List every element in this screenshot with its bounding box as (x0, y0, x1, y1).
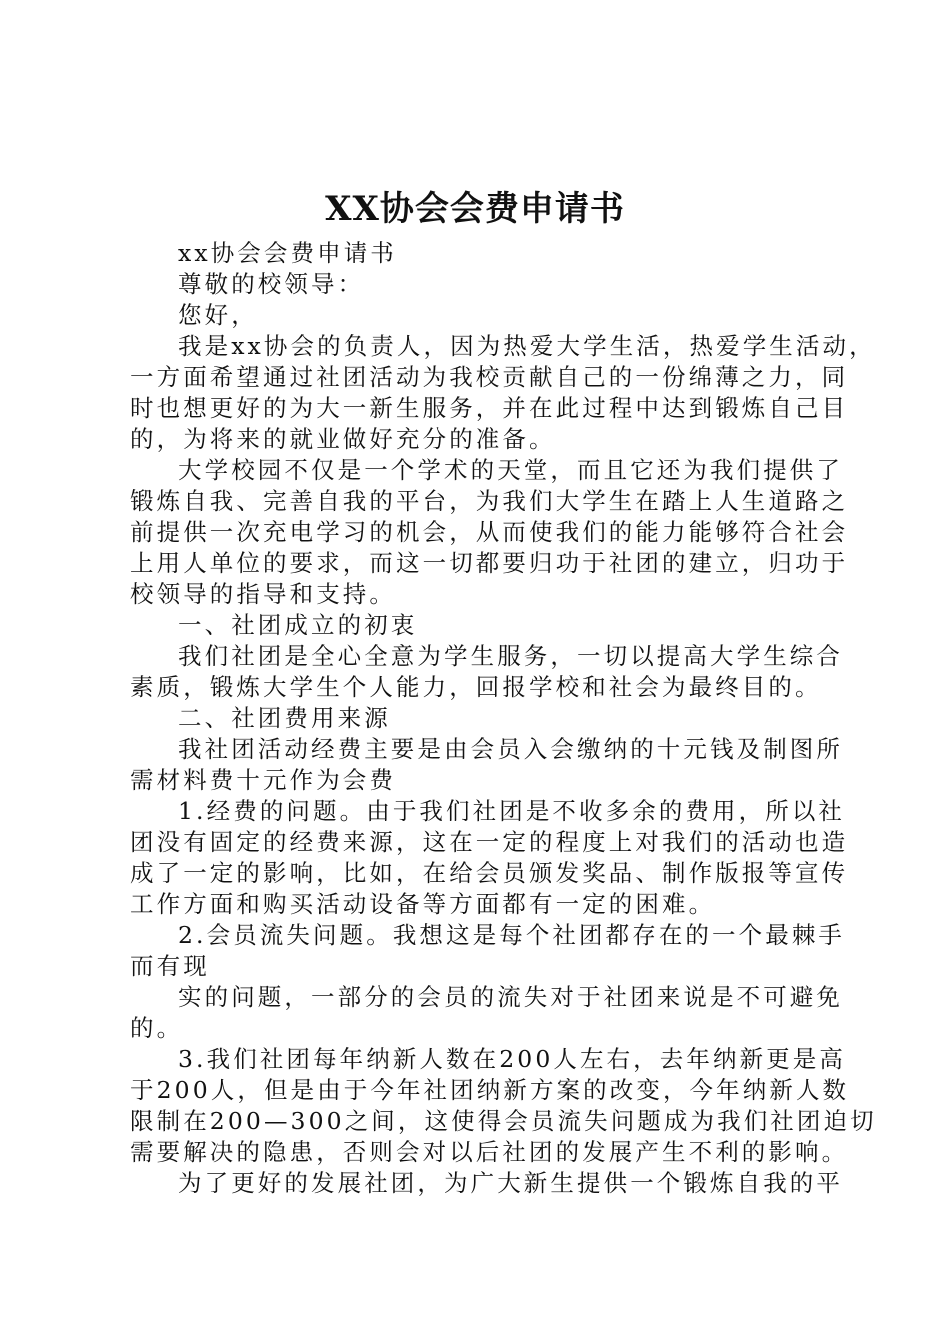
paragraph (130, 1168, 843, 1199)
text-line: 校领导的指导和支持。 (130, 580, 396, 608)
paragraph (130, 641, 843, 703)
text-line: 尊敬的校领导： (178, 270, 365, 298)
paragraph (130, 1044, 877, 1168)
paragraph (130, 703, 835, 734)
paragraph (130, 300, 835, 331)
paragraph (130, 269, 835, 300)
text-line: 素质，锻炼大学生个人能力，回报学校和社会为最终目的。 (130, 673, 822, 701)
text-line: 需材料费十元作为会费 (130, 766, 396, 794)
document-body (130, 238, 877, 1199)
text-line: 1.经费的问题。由于我们社团是不收多余的费用，所以社 (178, 797, 846, 825)
text-line: 一方面希望通过社团活动为我校贡献自己的一份绵薄之力，同 (130, 363, 849, 391)
text-line: 工作方面和购买活动设备等方面都有一定的困难。 (130, 890, 716, 918)
text-line: 的。 (130, 1014, 184, 1042)
text-line: 2.会员流失问题。我想这是每个社团都存在的一个最棘手 (178, 921, 846, 949)
paragraph (130, 610, 835, 641)
paragraph (130, 734, 843, 796)
text-line: 上用人单位的要求，而这一切都要归功于社团的建立，归功于 (130, 549, 849, 577)
text-line: 一、社团成立的初衷 (178, 611, 418, 639)
text-line: xx协会会费申请书 (178, 239, 397, 267)
paragraph (130, 920, 846, 982)
text-line: 实的问题，一部分的会员的流失对于社团来说是不可避免 (178, 983, 843, 1011)
paragraph (130, 238, 835, 269)
text-line: 3.我们社团每年纳新人数在200人左右，去年纳新更是高 (178, 1045, 846, 1073)
text-line: 为了更好的发展社团，为广大新生提供一个锻炼自我的平 (178, 1169, 843, 1197)
text-line: 限制在200—300之间，这使得会员流失问题成为我们社团迫切 (130, 1107, 877, 1135)
text-line: 您好， (178, 301, 258, 329)
text-line: 时也想更好的为大一新生服务，并在此过程中达到锻炼自己目 (130, 394, 849, 422)
text-line: 我社团活动经费主要是由会员入会缴纳的十元钱及制图所 (178, 735, 843, 763)
text-line: 我是xx协会的负责人，因为热爱大学生活，热爱学生活动， (178, 332, 876, 360)
text-line: 大学校园不仅是一个学术的天堂，而且它还为我们提供了 (178, 456, 843, 484)
text-line: 团没有固定的经费来源，这在一定的程度上对我们的活动也造 (130, 828, 849, 856)
text-line: 锻炼自我、完善自我的平台，为我们大学生在踏上人生道路之 (130, 487, 849, 515)
text-line: 我们社团是全心全意为学生服务，一切以提高大学生综合 (178, 642, 843, 670)
paragraph (130, 796, 849, 920)
document-title: XX协会会费申请书 (325, 189, 625, 229)
paragraph (130, 331, 876, 455)
text-line: 成了一定的影响，比如，在给会员颁发奖品、制作版报等宣传 (130, 859, 849, 887)
text-line: 而有现 (130, 952, 210, 980)
text-line: 二、社团费用来源 (178, 704, 391, 732)
text-line: 于200人，但是由于今年社团纳新方案的改变，今年纳新人数 (130, 1076, 850, 1104)
paragraph (130, 982, 843, 1044)
paragraph (130, 455, 849, 610)
text-line: 前提供一次充电学习的机会，从而使我们的能力能够符合社会 (130, 518, 849, 546)
text-line: 的，为将来的就业做好充分的准备。 (130, 425, 556, 453)
text-line: 需要解决的隐患，否则会对以后社团的发展产生不利的影响。 (130, 1138, 849, 1166)
